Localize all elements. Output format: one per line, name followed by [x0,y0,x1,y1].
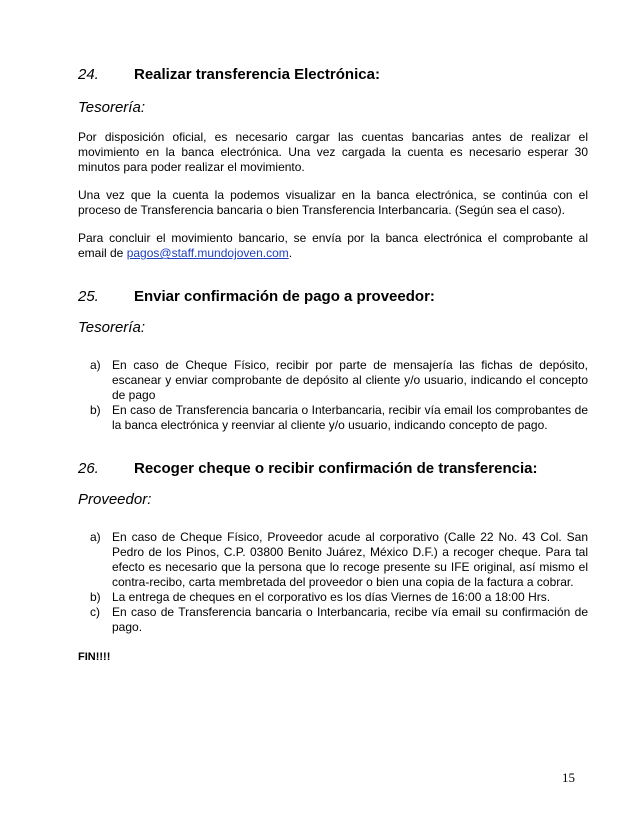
list-item-text: En caso de Cheque Físico, Proveedor acude al corporativo (Calle 22 No. 43 Col. San Pedro de los Pinos, C.P. 03800 Benito Juárez, México D.F.) a recoger cheque. Para tal efecto es necesario que la persona que lo recoge presente su IFE original, así mismo el contra-recibo, carta membretada del proveedor o bien una copia de la factura a cobrar. [112,530,588,589]
page-content [78,66,588,663]
email-text: Para concluir el movimiento bancario, se envía por la banca electrónica el comprobante al email de [78,231,588,260]
section-26-heading [78,460,588,477]
paragraph: Una vez que la cuenta la podemos visualizar en la banca electrónica, se continúa con el proceso de Transferencia bancaria o bien Transferencia Interbancaria. (Según sea el caso). [78,188,588,217]
list-marker: c) [90,605,100,619]
list-item-text: La entrega de cheques en el corporativo es los días Viernes de 16:00 a 18:00 Hrs. [112,590,551,604]
page-number: 15 [562,770,575,785]
list-item [90,403,588,433]
list-marker: b) [90,403,101,417]
list-marker: a) [90,530,101,544]
section-role: Tesorería: [78,99,145,116]
section-role: Tesorería: [78,319,145,336]
section-role: Proveedor: [78,491,152,508]
section-25-list [78,358,588,433]
section-title: Realizar transferencia Electrónica: [134,66,380,83]
list-marker: b) [90,590,101,604]
list-item [90,530,588,590]
section-number: 26. [78,460,99,477]
paragraph: Por disposición oficial, es necesario cargar las cuentas bancarias antes de realizar el movimiento en la banca electrónica. Una vez cargada la cuenta es necesario esperar 30 minutos para poder realizar el movimiento. [78,130,588,174]
list-item [90,605,588,635]
list-item [90,590,588,605]
section-24-heading [78,66,588,83]
list-item-text: En caso de Transferencia bancaria o Interbancaria, recibir vía email los comprobantes de la banca electrónica y reenviar al cliente y/o usuario, indicando concepto de pago. [112,403,588,432]
section-title: Recoger cheque o recibir confirmación de transferencia: [134,460,538,477]
email-link[interactable]: pagos@staff.mundojoven.com [126,246,289,260]
list-item-text: En caso de Transferencia bancaria o Interbancaria, recibe vía email su confirmación de pago. [112,605,588,634]
list-item [90,358,588,403]
closing-text: FIN!!!! [78,651,111,663]
section-number: 24. [78,66,99,83]
section-25-heading [78,288,588,305]
email-paragraph [78,231,588,261]
section-26-list [78,530,588,635]
list-item-text: En caso de Cheque Físico, recibir por parte de mensajería las fichas de depósito, escanear y enviar comprobante de depósito al cliente y/o usuario, indicando el concepto de pago [112,358,588,402]
section-number: 25. [78,288,99,305]
section-title: Enviar confirmación de pago a proveedor: [134,288,435,305]
list-marker: a) [90,358,101,372]
email-text-end: . [288,246,293,260]
